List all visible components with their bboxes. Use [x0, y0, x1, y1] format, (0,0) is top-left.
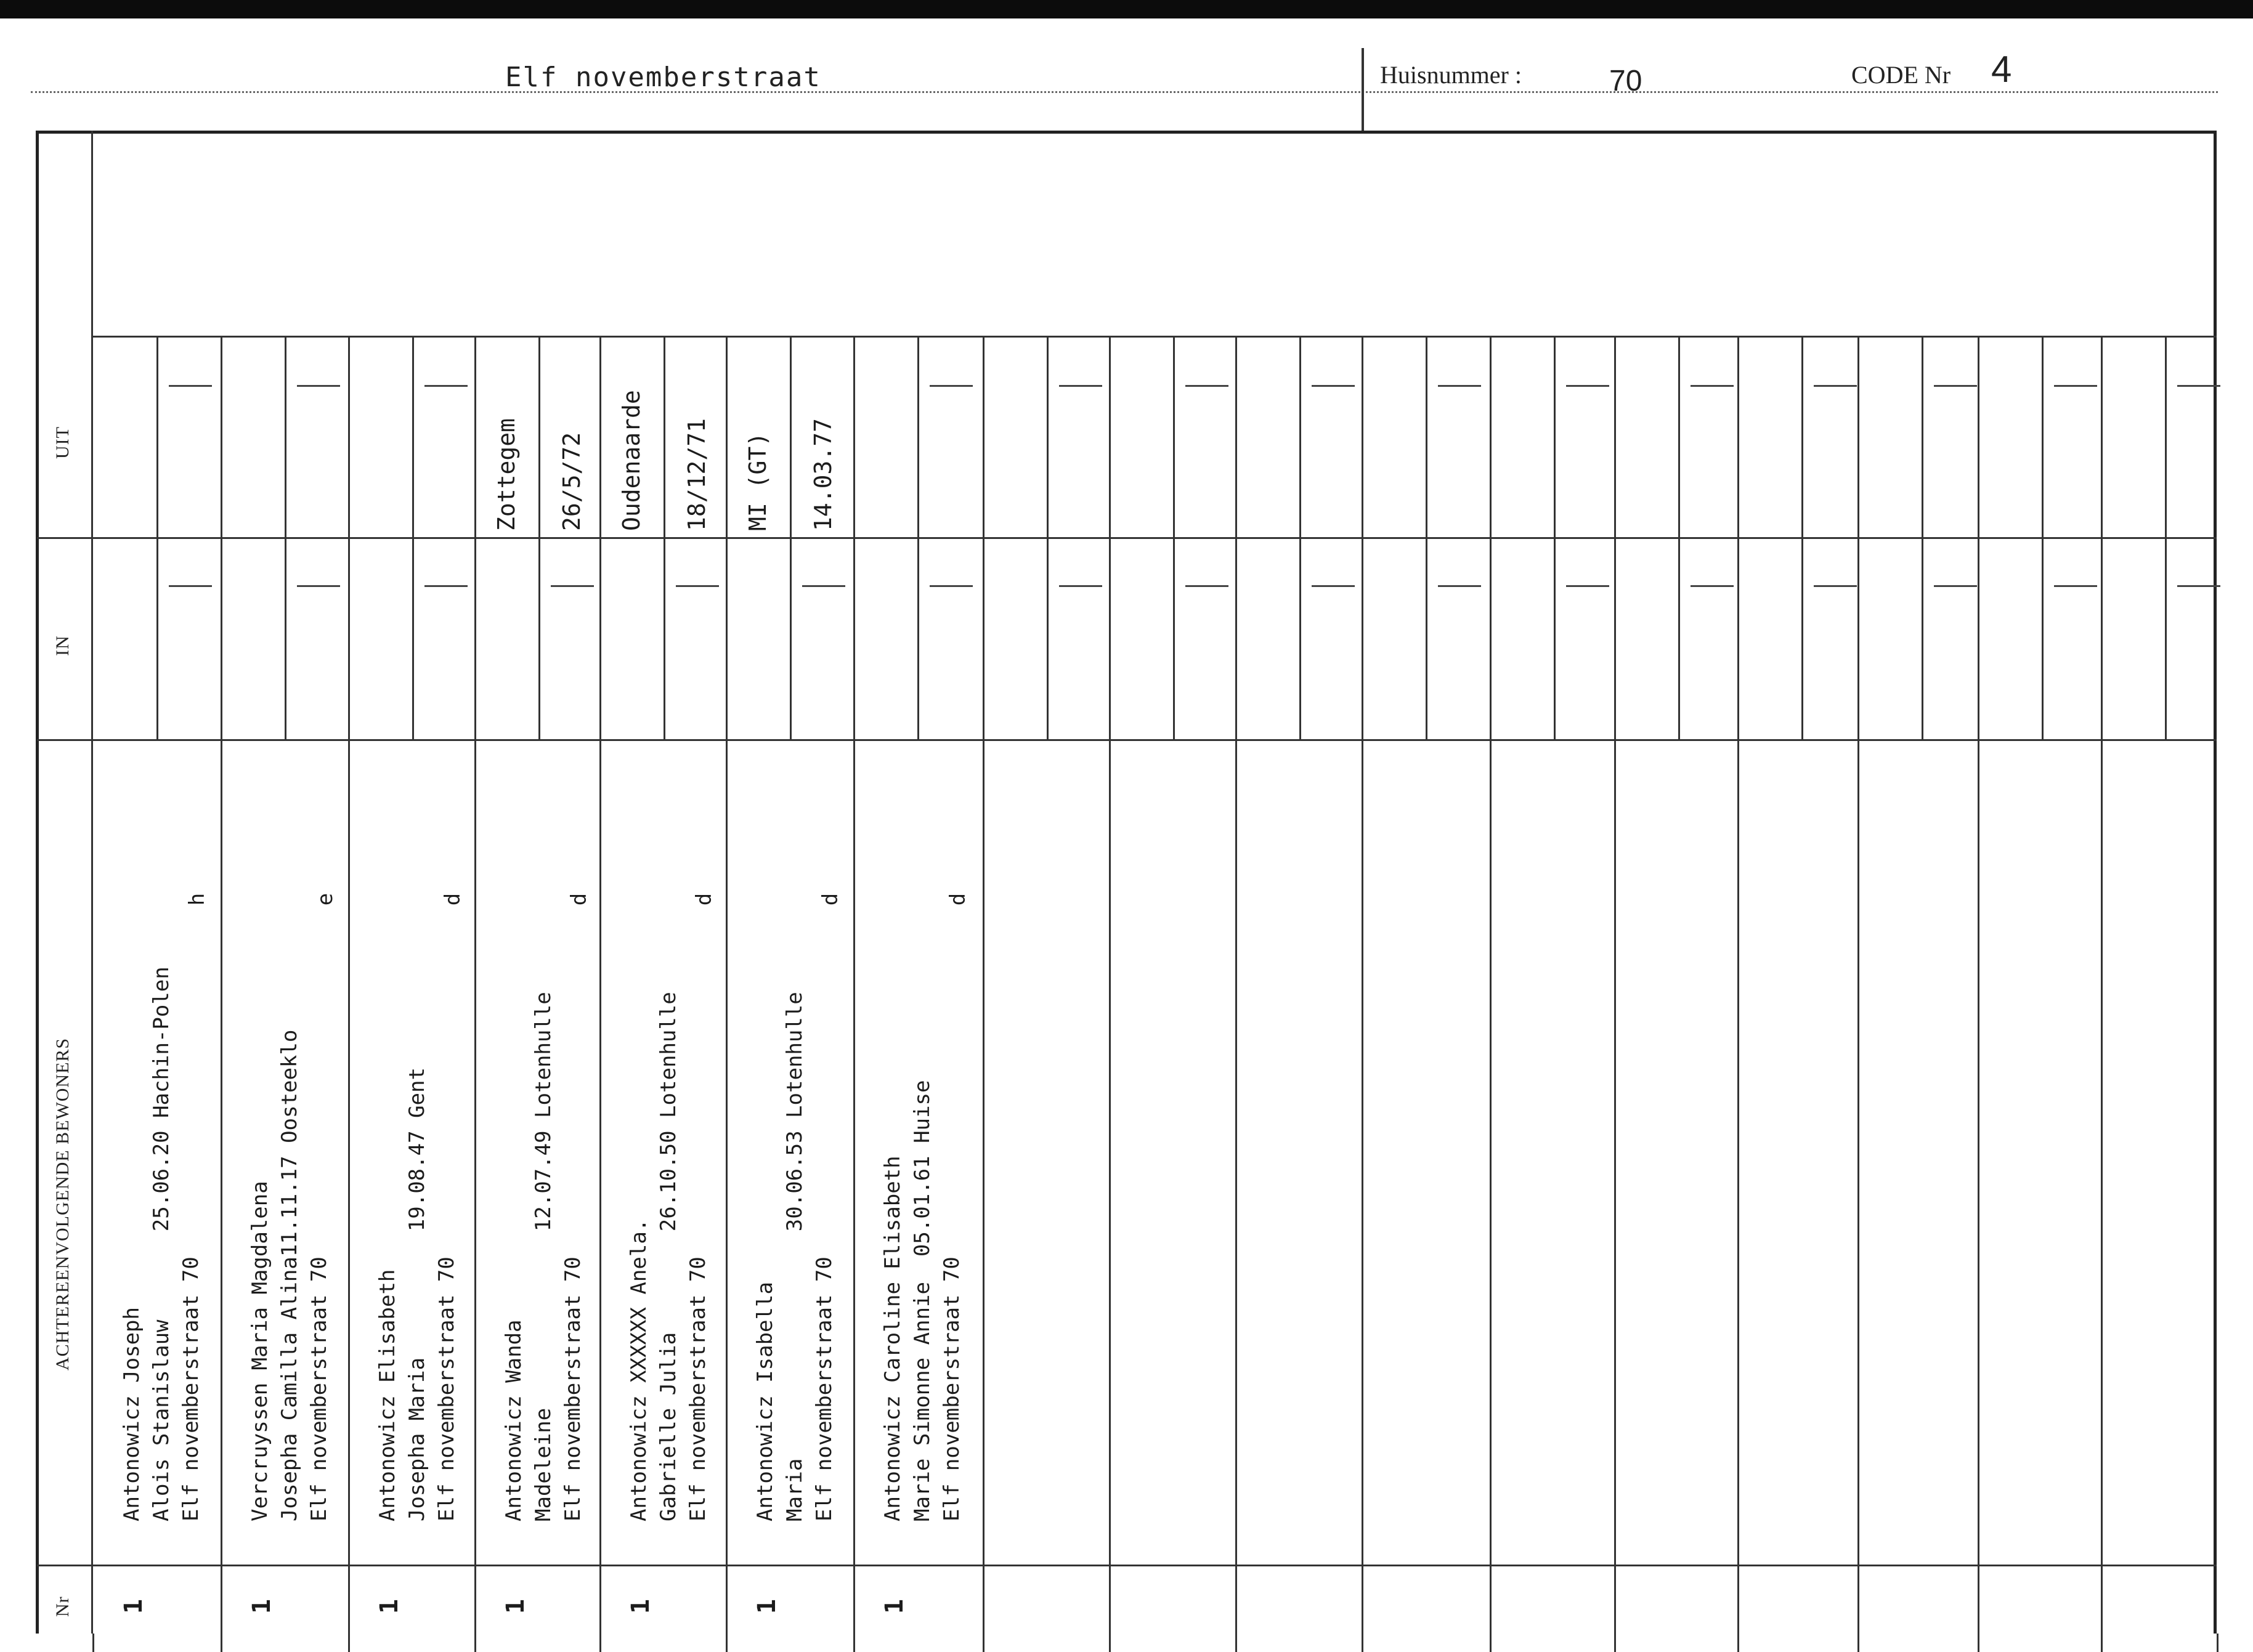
column-divider [2101, 336, 2103, 1634]
resident-line: Antonowicz Joseph [120, 1307, 144, 1521]
bottom-tick [983, 1634, 984, 1652]
column-divider [599, 336, 601, 1634]
entry-nr: 1 [753, 1598, 782, 1614]
entry-nr: 1 [880, 1598, 909, 1614]
uit-empty-dash [1934, 385, 1977, 387]
resident-line: Josepha Maria 19.08.47 Gent [405, 1067, 429, 1521]
uit-empty-dash [424, 385, 468, 387]
uit-empty-dash [297, 385, 340, 387]
header-dotted-line [31, 91, 2218, 93]
sub-column-divider [1173, 336, 1175, 739]
sub-column-divider [664, 336, 665, 739]
sub-column-divider [790, 336, 792, 739]
in-label: IN [52, 635, 73, 656]
column-divider [1857, 336, 1859, 1634]
section-line-nr-top [37, 1565, 2217, 1566]
entry-nr: 1 [627, 1598, 656, 1614]
uit-empty-dash [930, 385, 973, 387]
resident-entry [373, 1067, 461, 1521]
resident-line: Vercruyssen Maria Magdalena [248, 1181, 272, 1521]
bottom-tick [726, 1634, 728, 1652]
column-divider [853, 336, 855, 1634]
in-empty-dash [1185, 585, 1228, 587]
resident-line: Antonowicz Wanda [501, 1319, 526, 1521]
resident-line: Elf novemberstraat 70 [434, 1257, 459, 1521]
in-empty-dash [551, 585, 594, 587]
bottom-tick [1978, 1634, 1979, 1652]
uit-empty-dash [1814, 385, 1857, 387]
in-empty-dash [1814, 585, 1857, 587]
column-divider [1490, 336, 1492, 1634]
uit-label: UIT [52, 426, 73, 459]
resident-line: Alois Stanislauw 25.06.20 Hachin-Polen [149, 966, 174, 1521]
column-divider [983, 336, 984, 1634]
resident-entry [117, 966, 206, 1521]
sub-column-divider [156, 336, 158, 739]
resident-entry [245, 1030, 334, 1521]
register-frame [36, 131, 2217, 1634]
resident-line: Antonowicz XXXXXX Anela. [627, 1218, 651, 1521]
resident-line: Elf novemberstraat 70 [179, 1257, 203, 1521]
uit-empty-dash [1185, 385, 1228, 387]
uit-place: MI (GT) [744, 432, 771, 531]
bottom-tick [1235, 1634, 1237, 1652]
in-empty-dash [1438, 585, 1481, 587]
resident-line: Elf novemberstraat 70 [940, 1257, 964, 1521]
in-empty-dash [424, 585, 468, 587]
sub-column-divider [1801, 336, 1803, 739]
uit-empty-dash [2054, 385, 2097, 387]
uit-empty-dash [1691, 385, 1734, 387]
bottom-tick [853, 1634, 855, 1652]
resident-entry [750, 992, 839, 1521]
column-divider [1737, 336, 1739, 1634]
section-line-uit-top [91, 336, 2217, 338]
in-empty-dash [930, 585, 973, 587]
bottom-tick [2101, 1634, 2103, 1652]
sub-column-divider [538, 336, 540, 739]
in-empty-dash [2054, 585, 2097, 587]
resident-letter-mark: d [692, 893, 717, 906]
uit-empty-dash [1438, 385, 1481, 387]
bottom-tick [2217, 1634, 2218, 1652]
header-divider [1362, 48, 1364, 131]
in-empty-dash [169, 585, 212, 587]
in-empty-dash [2177, 585, 2220, 587]
sub-column-divider [285, 336, 286, 739]
huisnummer-value: 70 [1609, 65, 1642, 97]
bewoners-label: ACHTEREENVOLGENDE BEWONERS [52, 1037, 73, 1371]
uit-empty-dash [2177, 385, 2220, 387]
in-empty-dash [1312, 585, 1355, 587]
bottom-tick [1614, 1634, 1616, 1652]
bottom-tick [599, 1634, 601, 1652]
uit-date: 14.03.77 [810, 418, 837, 531]
sub-column-divider [1426, 336, 1427, 739]
nr-label: Nr [52, 1596, 73, 1617]
sub-column-divider [1554, 336, 1556, 739]
entry-nr: 1 [375, 1598, 404, 1614]
sub-column-divider [2165, 336, 2167, 739]
bottom-tick [348, 1634, 350, 1652]
in-empty-dash [1934, 585, 1977, 587]
resident-line: Antonowicz Isabella [753, 1282, 777, 1521]
street-name: Elf novemberstraat [505, 62, 821, 93]
uit-empty-dash [1312, 385, 1355, 387]
entry-nr: 1 [120, 1598, 148, 1614]
entry-nr: 1 [501, 1598, 530, 1614]
sub-column-divider [1922, 336, 1923, 739]
resident-line: Maria 30.06.53 Lotenhulle [782, 992, 807, 1521]
bottom-tick [1109, 1634, 1111, 1652]
resident-line: Gabrielle Julia 26.10.50 Lotenhulle [656, 992, 681, 1521]
sub-column-divider [1299, 336, 1301, 739]
uit-date: 26/5/72 [558, 432, 585, 531]
resident-line: Elf novemberstraat 70 [561, 1257, 585, 1521]
uit-empty-dash [1566, 385, 1609, 387]
column-divider [1235, 336, 1237, 1634]
in-empty-dash [802, 585, 845, 587]
label-column-divider [91, 131, 93, 1634]
resident-letter-mark: d [567, 893, 592, 906]
uit-place: Zottegem [493, 418, 520, 531]
resident-line: Elf novemberstraat 70 [812, 1257, 837, 1521]
bottom-tick [221, 1634, 222, 1652]
code-label: CODE Nr [1851, 61, 1951, 89]
resident-entry [878, 1080, 967, 1521]
bottom-tick [1490, 1634, 1492, 1652]
sub-column-divider [917, 336, 919, 739]
entry-nr: 1 [248, 1598, 277, 1614]
bottom-tick [1857, 1634, 1859, 1652]
resident-letter-mark: h [185, 893, 210, 906]
resident-entry [499, 992, 588, 1521]
code-value: 4 [1991, 49, 2012, 90]
sub-column-divider [412, 336, 414, 739]
bottom-tick [1362, 1634, 1363, 1652]
in-empty-dash [1059, 585, 1102, 587]
uit-place: Oudenaarde [618, 390, 645, 531]
column-divider [221, 336, 222, 1634]
column-divider [726, 336, 728, 1634]
resident-line: Elf novemberstraat 70 [307, 1257, 331, 1521]
uit-empty-dash [1059, 385, 1102, 387]
section-line-in-top [37, 537, 2217, 539]
huisnummer-label: Huisnummer : [1380, 61, 1522, 89]
bottom-tick [474, 1634, 476, 1652]
in-empty-dash [1691, 585, 1734, 587]
resident-entry [624, 992, 713, 1521]
column-divider [1362, 336, 1363, 1634]
resident-line: Madeleine 12.07.49 Lotenhulle [531, 992, 556, 1521]
in-empty-dash [1566, 585, 1609, 587]
uit-date: 18/12/71 [683, 418, 710, 531]
in-empty-dash [676, 585, 719, 587]
resident-letter-mark: d [440, 893, 466, 906]
resident-line: Marie Simonne Annie 05.01.61 Huise [910, 1080, 935, 1521]
resident-letter-mark: d [946, 893, 971, 906]
sub-column-divider [1047, 336, 1049, 739]
column-divider [1614, 336, 1616, 1634]
resident-line: Antonowicz Elisabeth [375, 1269, 400, 1521]
top-border-bar [0, 0, 2253, 18]
uit-empty-dash [169, 385, 212, 387]
column-divider [1978, 336, 1979, 1634]
sub-column-divider [2042, 336, 2044, 739]
column-divider [1109, 336, 1111, 1634]
column-divider [474, 336, 476, 1634]
in-empty-dash [297, 585, 340, 587]
column-divider [348, 336, 350, 1634]
bottom-tick [92, 1634, 94, 1652]
resident-line: Elf novemberstraat 70 [686, 1257, 710, 1521]
bottom-tick [1737, 1634, 1739, 1652]
resident-line: Antonowicz Caroline Elisabeth [880, 1156, 905, 1521]
resident-letter-mark: d [818, 893, 843, 906]
sub-column-divider [1678, 336, 1680, 739]
section-line-bewoners-top [37, 739, 2217, 741]
resident-line: Josepha Camilla Alina11.11.17 Oosteeklo [277, 1029, 302, 1521]
resident-letter-mark: e [313, 893, 338, 906]
